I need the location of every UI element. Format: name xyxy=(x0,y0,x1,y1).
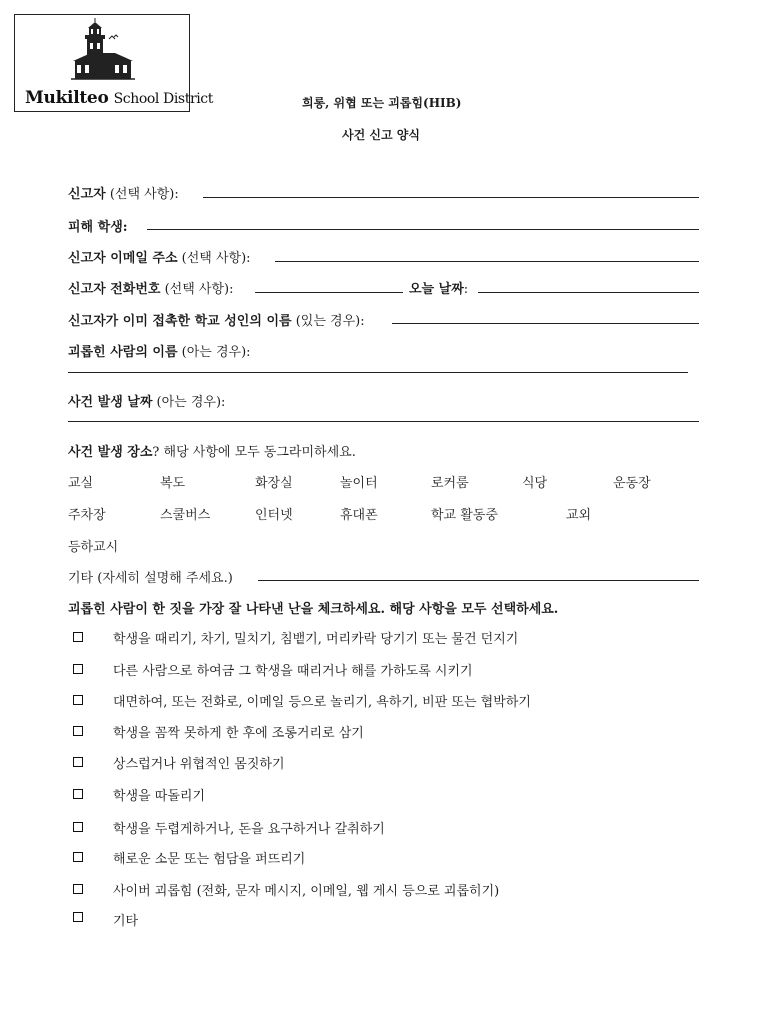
location-option[interactable]: 등하교시 xyxy=(68,540,119,555)
reporter-label: 신고자 (선택 사항): xyxy=(68,187,179,202)
location-option[interactable]: 식당 xyxy=(522,476,548,491)
location-option[interactable]: 스쿨버스 xyxy=(160,508,211,523)
behavior-label: 학생을 때리기, 차기, 밀치기, 침뱉기, 머리카락 당기기 또는 물건 던지기 xyxy=(113,632,519,647)
behavior-checkbox[interactable] xyxy=(73,726,83,736)
location-option[interactable]: 운동장 xyxy=(613,476,651,491)
phone-field[interactable] xyxy=(255,292,403,293)
location-option[interactable]: 로커룸 xyxy=(431,476,469,491)
behavior-label: 대면하여, 또는 전화로, 이메일 등으로 놀리기, 욕하기, 비판 또는 협박하기 xyxy=(113,695,531,710)
behavior-label: 학생을 따돌리기 xyxy=(113,789,206,804)
behavior-checkbox[interactable] xyxy=(73,884,83,894)
behavior-label: 사이버 괴롭힘 (전화, 문자 메시지, 이메일, 웹 게시 등으로 괴롭히기) xyxy=(113,884,500,899)
location-label: 사건 발생 장소? 해당 사항에 모두 동그라미하세요. xyxy=(68,445,356,460)
location-option[interactable]: 교실 xyxy=(68,476,94,491)
behavior-checkbox[interactable] xyxy=(73,757,83,767)
location-other-label: 기타 (자세히 설명해 주세요.) xyxy=(68,571,233,586)
district-logo xyxy=(14,14,213,112)
behavior-checkbox[interactable] xyxy=(73,632,83,642)
behavior-label: 상스럽거나 위협적인 몸짓하기 xyxy=(113,757,285,772)
bully-name-label: 괴롭힌 사람의 이름 (아는 경우): xyxy=(68,345,251,360)
location-option[interactable]: 놀이터 xyxy=(340,476,378,491)
today-field[interactable] xyxy=(478,292,699,293)
behavior-checkbox[interactable] xyxy=(73,912,83,922)
location-option[interactable]: 화장실 xyxy=(255,476,293,491)
behaviors-heading: 괴롭힌 사람이 한 짓을 가장 잘 나타낸 난을 체크하세요. 해당 사항을 모두 선택하세요. xyxy=(68,602,559,617)
district-name-sub: School District xyxy=(113,91,213,107)
behavior-checkbox[interactable] xyxy=(73,695,83,705)
form-subtitle: 사건 신고 양식 xyxy=(342,128,420,142)
location-option[interactable]: 인터넷 xyxy=(255,508,293,523)
behavior-checkbox[interactable] xyxy=(73,789,83,799)
district-name xyxy=(25,88,213,108)
behavior-label: 학생을 꼼짝 못하게 한 후에 조롱거리로 삼기 xyxy=(113,726,364,741)
behavior-label: 학생을 두렵게하거나, 돈을 요구하거나 갈취하기 xyxy=(113,822,385,837)
district-name-bold: Mukilteo xyxy=(25,88,109,108)
behavior-label: 기타 xyxy=(113,914,139,929)
behavior-checkbox[interactable] xyxy=(73,822,83,832)
victim-field[interactable] xyxy=(147,229,699,230)
behavior-checkbox[interactable] xyxy=(73,852,83,862)
today-label: 오늘 날짜: xyxy=(409,282,469,297)
adult-contact-field[interactable] xyxy=(392,323,699,324)
incident-date-label: 사건 발생 날짜 (아는 경우): xyxy=(68,395,226,410)
location-option[interactable]: 주차장 xyxy=(68,508,106,523)
behavior-label: 해로운 소문 또는 험담을 퍼뜨리기 xyxy=(113,852,306,867)
email-field[interactable] xyxy=(275,261,699,262)
form-title: 희롱, 위협 또는 괴롭힘(HIB) xyxy=(302,96,462,110)
reporter-field[interactable] xyxy=(203,197,699,198)
behavior-label: 다른 사람으로 하여금 그 학생을 때리거나 해를 가하도록 시키기 xyxy=(113,664,473,679)
location-option[interactable]: 휴대폰 xyxy=(340,508,378,523)
location-other-field[interactable] xyxy=(258,580,699,581)
bully-name-field[interactable] xyxy=(68,372,688,373)
location-option[interactable]: 복도 xyxy=(160,476,186,491)
email-label: 신고자 이메일 주소 (선택 사항): xyxy=(68,251,251,266)
location-option[interactable]: 학교 활동중 xyxy=(431,508,498,523)
incident-date-field[interactable] xyxy=(68,421,699,422)
location-option[interactable]: 교외 xyxy=(566,508,592,523)
victim-label: 피해 학생: xyxy=(68,220,128,235)
phone-label: 신고자 전화번호 (선택 사항): xyxy=(68,282,234,297)
adult-contact-label: 신고자가 이미 접촉한 학교 성인의 이름 (있는 경우): xyxy=(68,314,365,329)
behavior-checkbox[interactable] xyxy=(73,664,83,674)
